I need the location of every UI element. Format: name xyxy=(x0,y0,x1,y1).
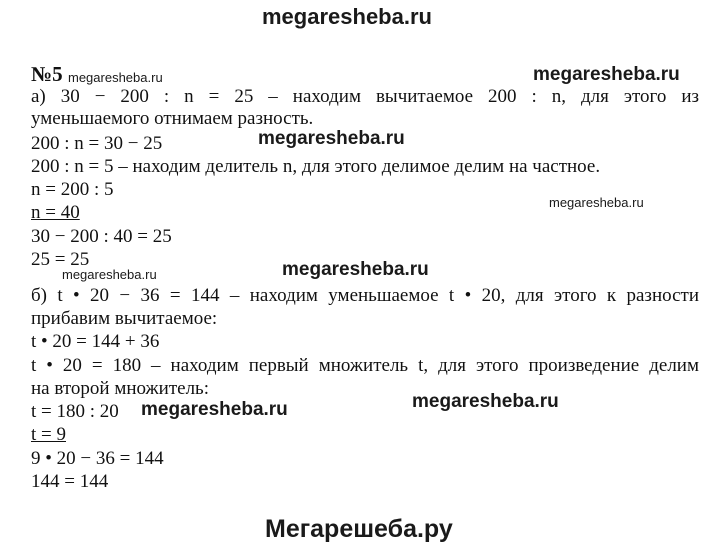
solution-line: n = 40 xyxy=(31,202,80,223)
solution-line: на второй множитель: xyxy=(31,378,209,399)
solution-line: 25 = 25 xyxy=(31,249,90,270)
solution-line: б) t • 20 − 36 = 144 – находим уменьшаемое t • 20, для этого к разности xyxy=(31,285,699,306)
site-header: megaresheba.ru xyxy=(262,4,432,29)
watermark: megaresheba.ru xyxy=(549,195,644,210)
watermark: megaresheba.ru xyxy=(141,399,288,420)
solution-line: 144 = 144 xyxy=(31,471,109,492)
site-footer: Мегарешеба.ру xyxy=(265,515,453,543)
solution-line: t • 20 = 144 + 36 xyxy=(31,331,160,352)
solution-line: t = 9 xyxy=(31,424,66,445)
watermark: megaresheba.ru xyxy=(68,70,163,85)
solution-line: 9 • 20 − 36 = 144 xyxy=(31,448,164,469)
solution-line: t • 20 = 180 – находим первый множитель t, для этого произведение делим xyxy=(31,355,699,376)
solution-line: уменьшаемого отнимаем разность. xyxy=(31,108,314,129)
watermark: megaresheba.ru xyxy=(62,267,157,282)
solution-line: n = 200 : 5 xyxy=(31,179,114,200)
solution-line: t = 180 : 20 xyxy=(31,401,119,422)
solution-line: а) 30 − 200 : n = 25 – находим вычитаемое 200 : n, для этого из xyxy=(31,86,699,107)
solution-line: 200 : n = 5 – находим делитель n, для этого делимое делим на частное. xyxy=(31,156,601,177)
solution-line: прибавим вычитаемое: xyxy=(31,308,218,329)
task-number: №5 xyxy=(31,62,63,86)
solution-line: 30 − 200 : 40 = 25 xyxy=(31,226,172,247)
watermark: megaresheba.ru xyxy=(258,128,405,149)
watermark: megaresheba.ru xyxy=(282,259,429,280)
watermark: megaresheba.ru xyxy=(412,391,559,412)
watermark: megaresheba.ru xyxy=(533,64,680,85)
solution-line: 200 : n = 30 − 25 xyxy=(31,133,163,154)
